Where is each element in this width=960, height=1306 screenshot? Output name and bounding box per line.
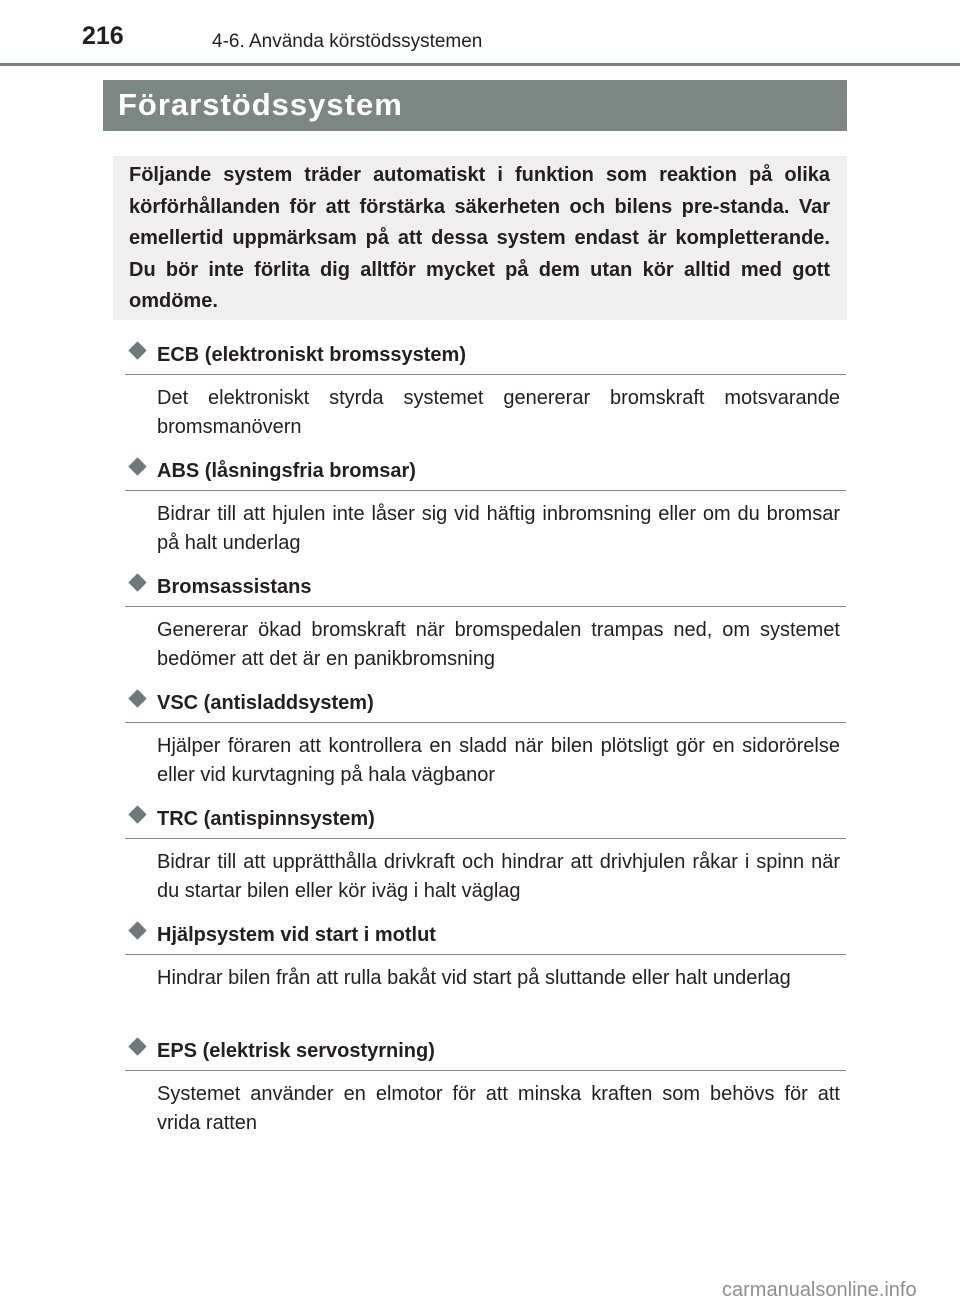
feature-title: ECB (elektroniskt bromssystem)	[157, 344, 466, 366]
diamond-bullet-icon	[128, 457, 146, 475]
feature-header	[125, 340, 846, 375]
feature-item	[125, 1036, 846, 1152]
feature-list	[125, 340, 846, 1152]
feature-item	[125, 340, 846, 456]
feature-title: EPS (elektrisk servostyrning)	[157, 1040, 435, 1062]
header-rule	[0, 63, 960, 66]
feature-header	[125, 572, 846, 607]
diamond-bullet-icon	[128, 805, 146, 823]
feature-description: Bidrar till att upprätthålla drivkraft och hindrar att drivhjulen råkar i spinn när du startar bilen eller kör iväg i halt väglag	[157, 851, 840, 902]
feature-item	[125, 572, 846, 688]
feature-description: Systemet använder en elmotor för att minska kraften som behövs för att vrida ratten	[157, 1083, 840, 1134]
feature-title: Bromsassistans	[157, 576, 312, 598]
diamond-bullet-icon	[128, 1037, 146, 1055]
feature-item	[125, 456, 846, 572]
feature-title: TRC (antispinnsystem)	[157, 808, 375, 830]
feature-title: Hjälpsystem vid start i motlut	[157, 924, 436, 946]
section-path: 4-6. Använda körstödssystemen	[212, 31, 483, 52]
feature-description: Det elektroniskt styrda systemet genererar bromskraft motsvarande bromsmanövern	[157, 387, 840, 438]
watermark-link[interactable]: carmanualsonline.info	[722, 1279, 917, 1301]
title-bar	[103, 80, 847, 131]
feature-title: VSC (antisladdsystem)	[157, 692, 374, 714]
diamond-bullet-icon	[128, 689, 146, 707]
feature-description: Genererar ökad bromskraft när bromspedalen trampas ned, om systemet bedömer att det är en panikbromsning	[157, 619, 840, 670]
diamond-bullet-icon	[128, 573, 146, 591]
feature-description: Hjälper föraren att kontrollera en sladd när bilen plötsligt gör en sidorörelse eller vid kurvtagning på hala vägbanor	[157, 735, 840, 786]
feature-header	[125, 456, 846, 491]
feature-header	[125, 688, 846, 723]
feature-item	[125, 688, 846, 804]
intro-box	[113, 156, 847, 320]
page-header	[0, 0, 960, 52]
page-title: Förarstödssystem	[118, 87, 403, 122]
feature-header	[125, 920, 846, 955]
feature-description: Bidrar till att hjulen inte låser sig vid häftig inbromsning eller om du bromsar på halt underlag	[157, 503, 840, 554]
feature-header	[125, 804, 846, 839]
feature-title: ABS (låsningsfria bromsar)	[157, 460, 416, 482]
diamond-bullet-icon	[128, 921, 146, 939]
feature-description: Hindrar bilen från att rulla bakåt vid start på sluttande eller halt underlag	[157, 967, 791, 989]
feature-header	[125, 1036, 846, 1071]
intro-text: Följande system träder automatiskt i funktion som reaktion på olika körförhållanden för att förstärka säkerheten och bilens pre-standa. Var emellertid uppmärksam på att dessa system endast är kompletterande. Du bör inte förlita dig alltför mycket på dem utan kör alltid med gott omdöme.	[129, 164, 830, 312]
feature-item	[125, 920, 846, 1036]
page-number: 216	[82, 22, 124, 50]
feature-item	[125, 804, 846, 920]
diamond-bullet-icon	[128, 341, 146, 359]
